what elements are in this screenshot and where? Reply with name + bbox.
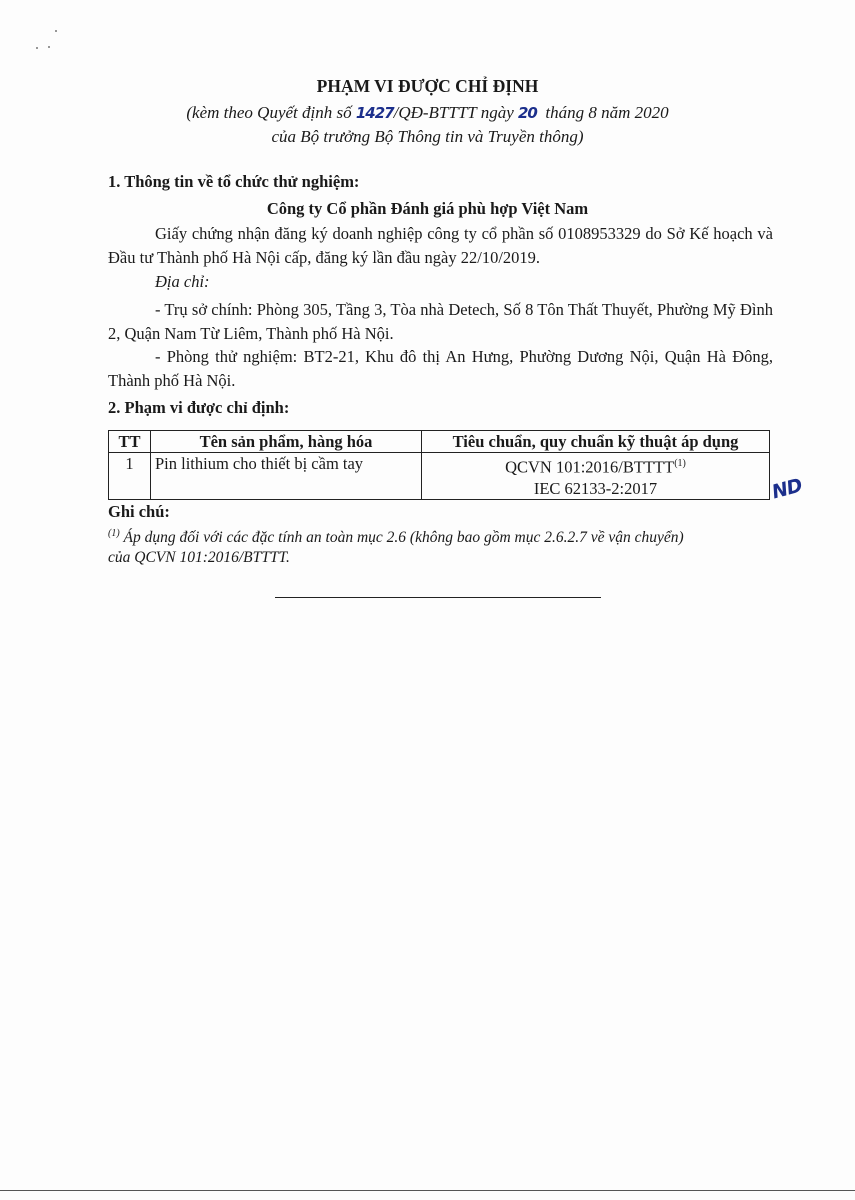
handwritten-decision-number: 1427 [355,104,394,122]
subtitle-text: (kèm theo Quyết định số [186,103,356,122]
footnote-ref: (1) [674,458,686,469]
table-row [109,453,770,500]
subtitle-line1 [0,103,855,123]
page-title: PHẠM VI ĐƯỢC CHỈ ĐỊNH [316,76,539,96]
subtitle-text: /QĐ-BTTTT ngày [393,103,518,122]
section2-heading: 2. Phạm vi được chỉ định: [108,398,290,417]
section1-heading: 1. Thông tin về tổ chức thử nghiệm: [108,172,360,191]
cell-standard [422,453,770,500]
footnote-marker: (1) [108,528,120,539]
address-label: Địa chỉ: [155,272,210,291]
cell-tt: 1 [109,453,151,500]
handwritten-initials: ND [769,474,805,504]
scan-speck [48,46,50,48]
scope-table [108,430,770,500]
standard-2: IEC 62133-2:2017 [533,478,658,498]
standard-1-text: QCVN 101:2016/BTTTT [505,457,675,477]
scan-speck [36,47,38,49]
handwritten-day: 20 [518,104,537,122]
notes-heading: Ghi chú: [108,502,170,521]
scan-edge-line [0,1190,855,1191]
note-line2: của QCVN 101:2016/BTTTT. [108,549,290,566]
note-text: Áp dụng đối với các đặc tính an toàn mục 2.6 (không bao gồm mục 2.6.2.7 về vận chuyển) [119,529,684,547]
cell-product: Pin lithium cho thiết bị cầm tay [151,453,422,500]
header-product: Tên sản phẩm, hàng hóa [151,431,422,453]
subtitle-line2: của Bộ trưởng Bộ Thông tin và Truyền thông) [271,127,584,146]
scan-speck [55,30,57,32]
subtitle-text: tháng 8 năm 2020 [536,103,669,122]
header-standard: Tiêu chuẩn, quy chuẩn kỹ thuật áp dụng [422,431,770,453]
end-divider [275,597,601,598]
company-name: Công ty Cổ phần Đánh giá phù hợp Việt Nam [266,199,589,218]
standard-1 [426,453,765,478]
table-header-row [109,431,770,453]
lab-address: - Phòng thử nghiệm: BT2-21, Khu đô thị An Hưng, Phường Dương Nội, Quận Hà Đông, Thành phố Hà Nội. [108,347,773,390]
head-office-address: - Trụ sở chính: Phòng 305, Tầng 3, Tòa nhà Detech, Số 8 Tôn Thất Thuyết, Phường Mỹ Đình 2, Quận Nam Từ Liêm, Thành phố Hà Nội. [108,300,773,343]
header-tt: TT [109,431,151,453]
registration-paragraph: Giấy chứng nhận đăng ký doanh nghiệp công ty cổ phần số 0108953329 do Sở Kế hoạch và Đầu tư Thành phố Hà Nội cấp, đăng ký lần đầu ngày 22/10/2019. [108,224,773,267]
